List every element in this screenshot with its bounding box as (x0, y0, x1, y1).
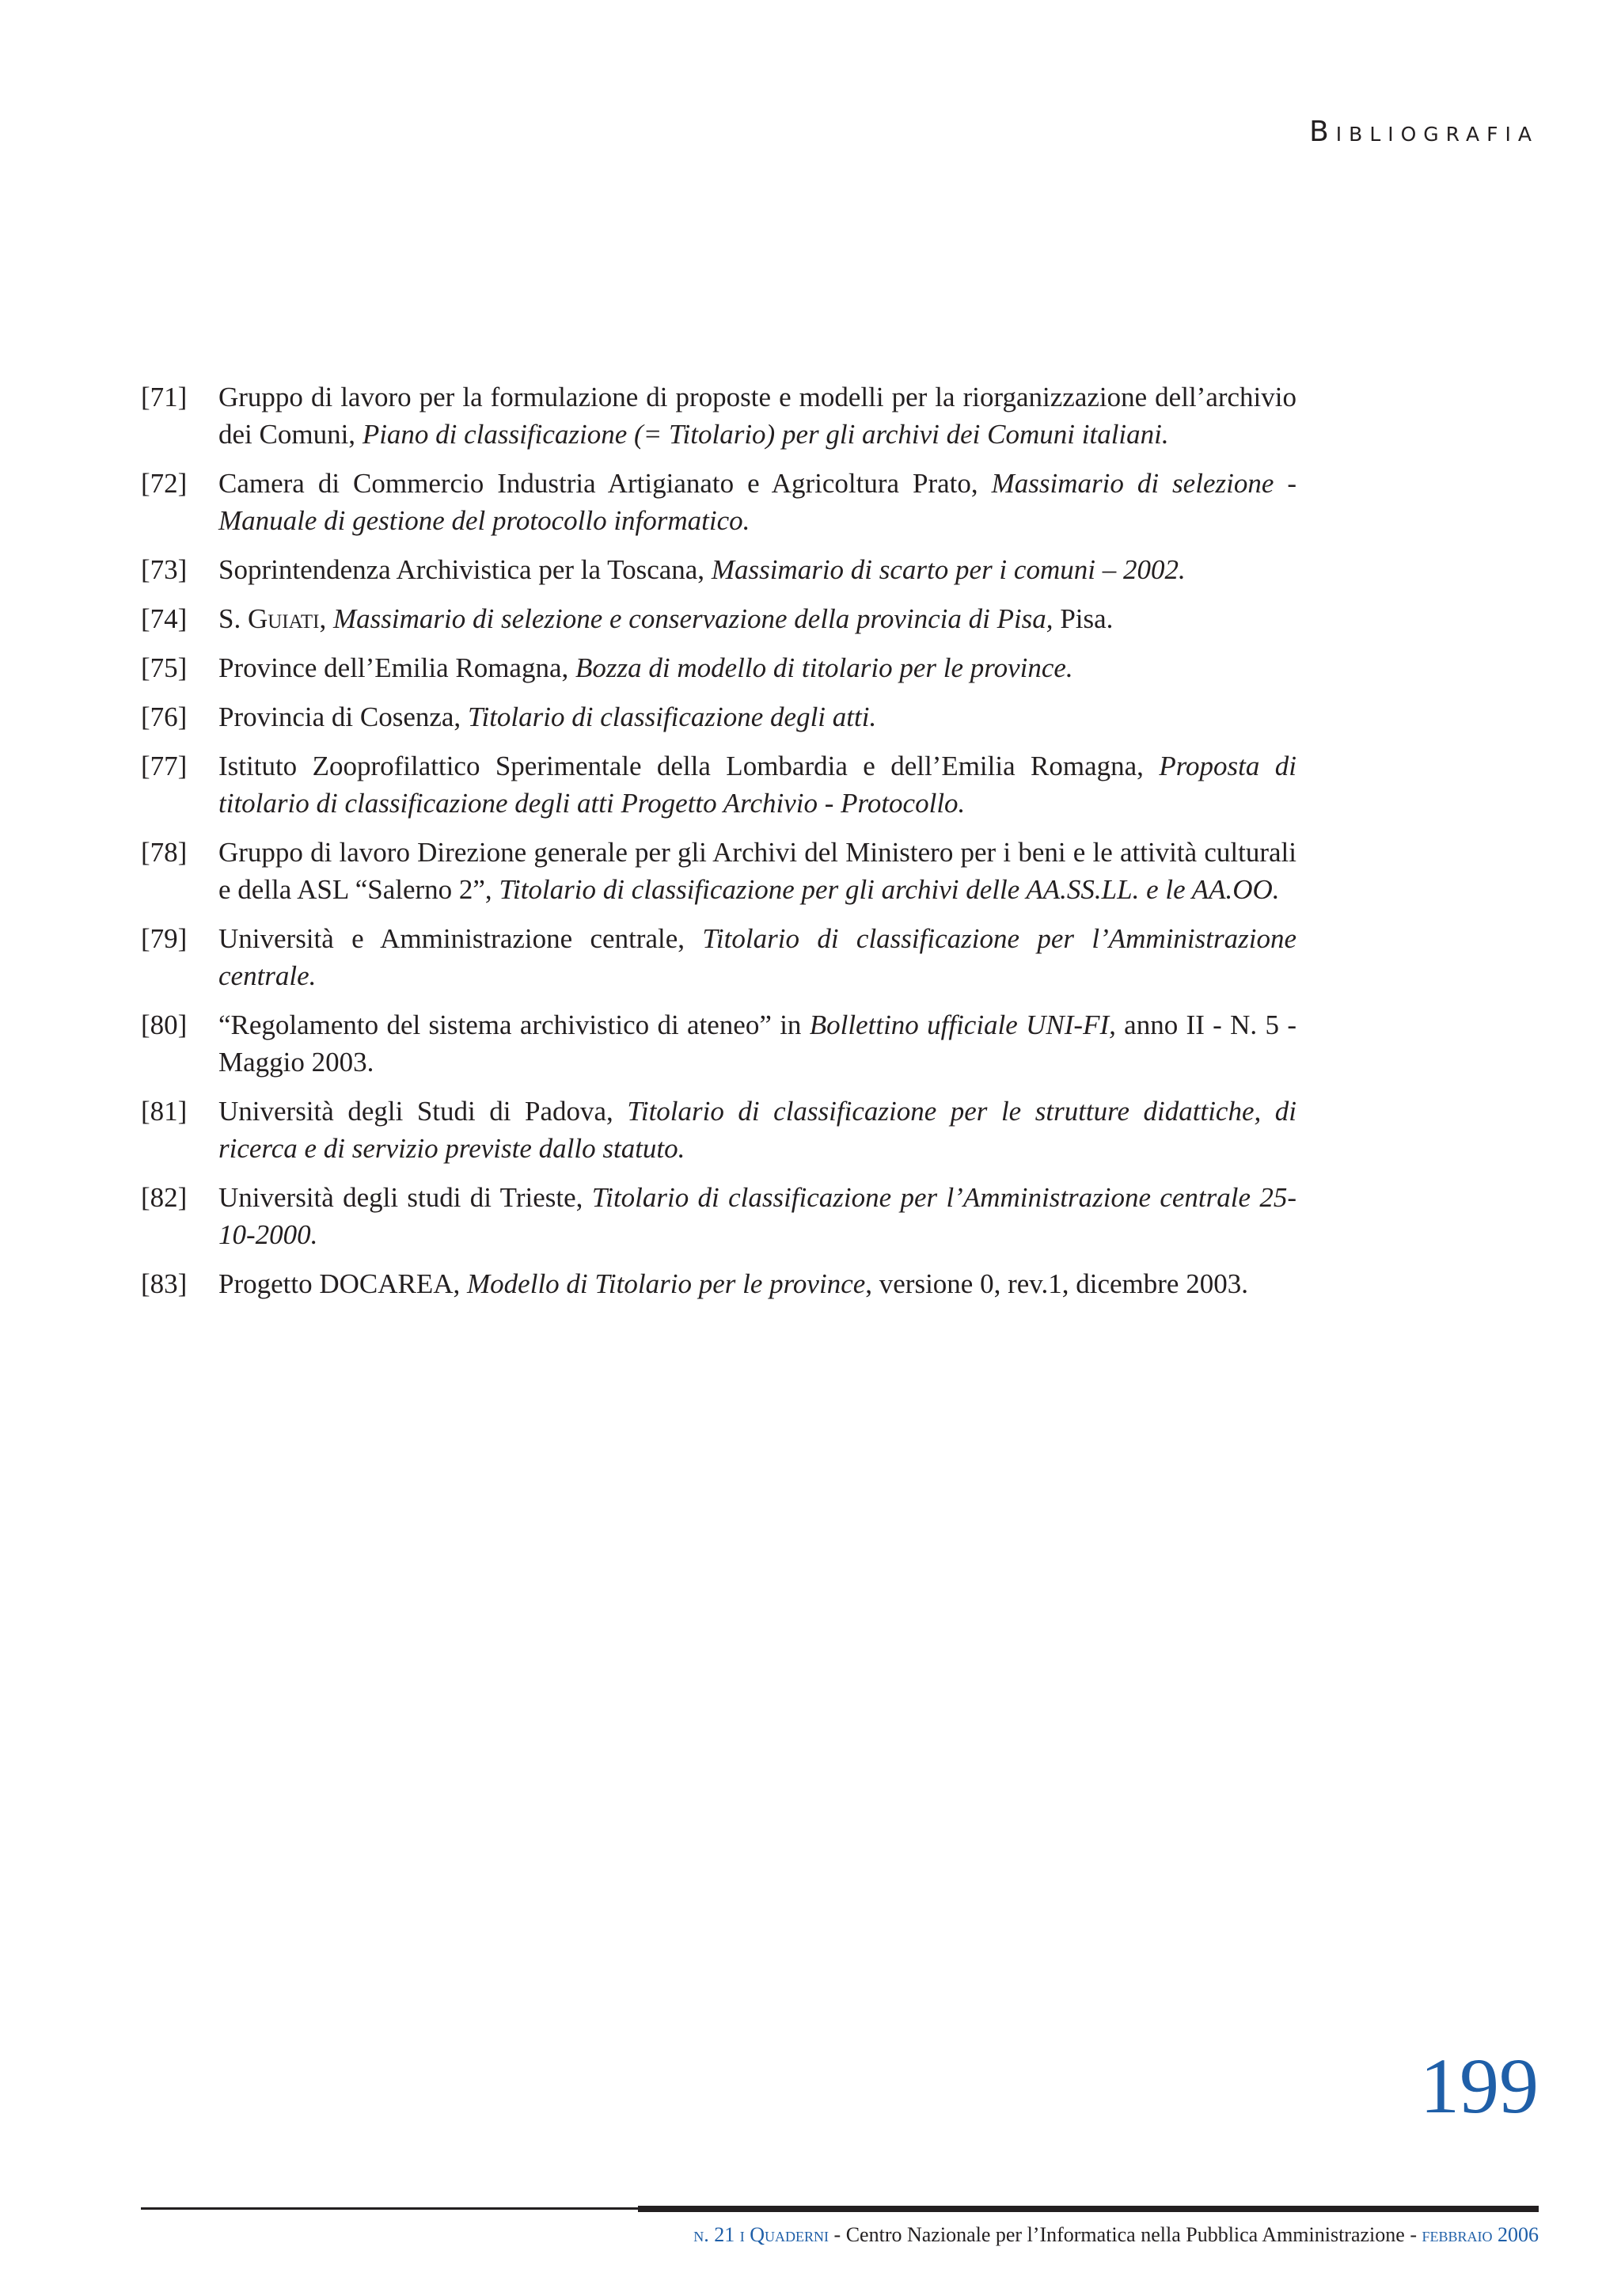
bibliography-entry (141, 1265, 1296, 1302)
entry-number: [78] (141, 837, 188, 868)
entry-text (218, 649, 1296, 686)
bibliography-entry (141, 698, 1296, 736)
entry-segment: Province dell’Emilia Romagna, (218, 652, 576, 683)
entry-text (218, 465, 1296, 539)
entry-segment: S. (218, 603, 248, 634)
entry-number: [81] (141, 1096, 188, 1127)
entry-title: Massimario di selezione e conservazione della provincia di Pisa, (333, 603, 1053, 634)
entry-text (218, 1093, 1296, 1167)
bibliography-entry (141, 834, 1296, 908)
entry-title: Proposta di titolario di classificazione degli atti Progetto Archivio - Protocollo. (218, 751, 1296, 819)
entry-number: [77] (141, 751, 188, 781)
entry-number: [76] (141, 701, 188, 732)
entry-segment: Camera di Commercio Industria Artigianato e Agricoltura Prato, (218, 468, 992, 499)
bibliography-entry (141, 600, 1296, 637)
entry-number: [80] (141, 1009, 188, 1040)
bibliography-entry (141, 465, 1296, 539)
bibliography-entry (141, 920, 1296, 994)
entry-segment: Istituto Zooprofilattico Sperimentale della Lombardia e dell’Emilia Romagna, (218, 751, 1160, 781)
entry-number: [83] (141, 1268, 188, 1299)
entry-title: Massimario di selezione - Manuale di gestione del protocollo informatico. (218, 468, 1296, 536)
bibliography-entry (141, 747, 1296, 822)
entry-title: Titolario di classificazione per le strutture didattiche, di ricerca e di servizio previste dallo statuto. (218, 1096, 1296, 1164)
entry-title: Titolario di classificazione per l’Amministrazione centrale. (218, 923, 1297, 991)
entry-number: [71] (141, 382, 188, 412)
footer-publisher: Centro Nazionale per l’Informatica nella Pubblica Amministrazione (845, 2223, 1405, 2246)
entry-title: Massimario di scarto per i comuni – 2002. (711, 554, 1186, 585)
entry-segment: Progetto DOCAREA, (218, 1268, 468, 1299)
footer-rule-accent (638, 2206, 1539, 2212)
footer-separator: - (1404, 2223, 1422, 2246)
page-number: 199 (1420, 2042, 1539, 2130)
entry-author: Guiati (247, 603, 320, 634)
entry-segment: anno II - N. 5 - Maggio 2003. (218, 1009, 1296, 1078)
entry-segment: , versione 0, rev.1, dicembre 2003. (865, 1268, 1248, 1299)
footer-date: febbraio 2006 (1422, 2223, 1539, 2246)
entry-text (218, 834, 1296, 908)
entry-text (218, 551, 1296, 588)
entry-text (218, 1179, 1296, 1253)
entry-segment: Gruppo di lavoro Direzione generale per gli Archivi del Ministero per i beni e le attività culturali e della ASL “Salerno 2”, (218, 837, 1296, 905)
entry-number: [79] (141, 923, 188, 954)
footer-separator: - (829, 2223, 846, 2246)
entry-text (218, 600, 1296, 637)
entry-text (218, 1006, 1296, 1081)
entry-segment: Università degli studi di Trieste, (218, 1182, 592, 1213)
entry-segment: , (319, 603, 334, 634)
entry-title: Piano di classificazione (= Titolario) per gli archivi dei Comuni italiani. (362, 419, 1169, 450)
entry-segment: Università degli Studi di Padova, (218, 1096, 628, 1127)
entry-title: Titolario di classificazione degli atti. (467, 701, 877, 732)
entry-number: [82] (141, 1182, 188, 1213)
entry-text (218, 378, 1296, 453)
entry-text (218, 920, 1296, 994)
footer (693, 2223, 1539, 2247)
bibliography-entry (141, 649, 1296, 686)
entry-title: Bollettino ufficiale UNI-FI, (809, 1009, 1116, 1040)
entry-segment: “Regolamento del sistema archivistico di ateneo” in (218, 1009, 810, 1040)
entry-text (218, 747, 1296, 822)
entry-segment: Soprintendenza Archivistica per la Toscana, (218, 554, 712, 585)
bibliography-entry (141, 551, 1296, 588)
bibliography-entry (141, 378, 1296, 453)
footer-issue: n. 21 i Quaderni (693, 2223, 829, 2246)
bibliography-entry (141, 1093, 1296, 1167)
entry-number: [75] (141, 652, 188, 683)
entry-text (218, 698, 1296, 736)
entry-segment: Università e Amministrazione centrale, (218, 923, 703, 954)
running-header: Bibliografia (1309, 116, 1539, 148)
entry-segment: Pisa. (1053, 603, 1114, 634)
entry-title: Modello di Titolario per le province (467, 1268, 866, 1299)
entry-number: [72] (141, 468, 188, 499)
entry-number: [73] (141, 554, 188, 585)
bibliography-entry (141, 1179, 1296, 1253)
bibliography-entry (141, 1006, 1296, 1081)
entry-segment: Gruppo di lavoro per la formulazione di proposte e modelli per la riorganizzazione dell’archivio dei Comuni, (218, 382, 1296, 450)
entry-number: [74] (141, 603, 188, 634)
entry-segment: Provincia di Cosenza, (218, 701, 468, 732)
entry-title: Titolario di classificazione per gli archivi delle AA.SS.LL. e le AA.OO. (499, 874, 1280, 905)
bibliography-list (141, 378, 1296, 1314)
entry-title: Titolario di classificazione per l’Amministrazione centrale 25-10-2000. (218, 1182, 1296, 1250)
entry-text (218, 1265, 1296, 1302)
entry-title: Bozza di modello di titolario per le province. (575, 652, 1073, 683)
